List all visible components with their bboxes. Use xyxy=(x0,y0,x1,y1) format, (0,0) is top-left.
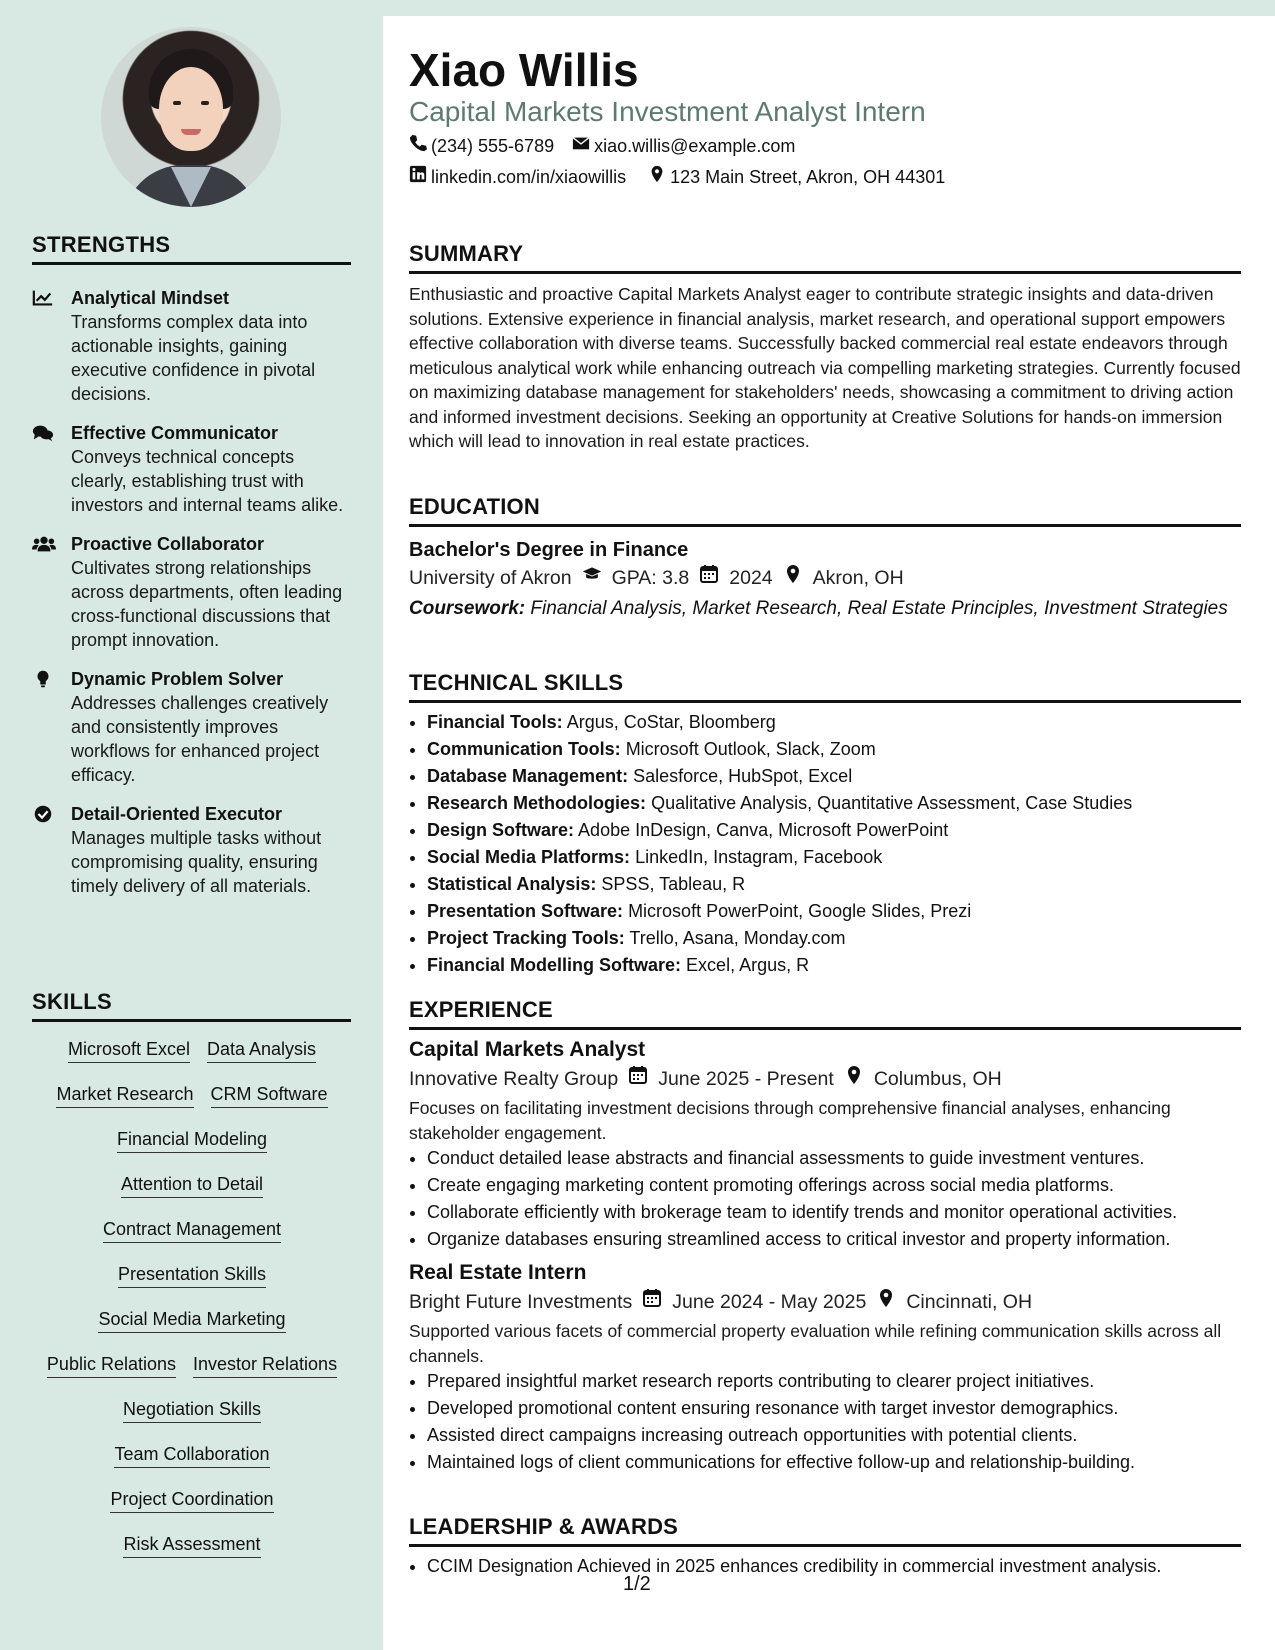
skill-tag: Investor Relations xyxy=(193,1352,337,1378)
chart-line-icon xyxy=(32,288,54,308)
list-item xyxy=(427,763,1241,790)
contact-row-1 xyxy=(409,134,795,158)
skill-label: Financial Modelling Software: xyxy=(427,955,682,975)
coursework-label: Coursework: xyxy=(409,598,526,619)
lightbulb-icon xyxy=(32,669,54,689)
linkedin-icon xyxy=(409,165,427,189)
page-number: 1/2 xyxy=(623,1573,651,1595)
strength-desc: Manages multiple tasks without compromising quality, ensuring timely delivery of all materials. xyxy=(71,828,322,896)
summary-section xyxy=(409,241,1241,454)
email-link[interactable]: xiao.willis@example.com xyxy=(594,136,796,156)
users-icon xyxy=(32,534,54,554)
skill-label: Database Management: xyxy=(427,766,629,786)
education-heading: EDUCATION xyxy=(409,494,1241,527)
job-summary: Focuses on facilitating investment decisions through comprehensive financial analyses, enhancing stakeholder engagement. xyxy=(409,1098,1171,1143)
skill-tag: Attention to Detail xyxy=(121,1172,263,1198)
leadership-section xyxy=(409,1514,1241,1580)
experience-section xyxy=(409,997,1241,1476)
strength-desc: Conveys technical concepts clearly, establishing trust with investors and internal teams alike. xyxy=(71,447,344,515)
skill-value: LinkedIn, Instagram, Facebook xyxy=(635,847,883,867)
company-name: Innovative Realty Group xyxy=(409,1068,619,1090)
skill-label: Research Methodologies: xyxy=(427,793,647,813)
skill-value: Salesforce, HubSpot, Excel xyxy=(633,766,853,786)
list-item: • CCIM Designation Achieved in 2025 enhances credibility in commercial investment analysis. xyxy=(427,1553,1241,1580)
job-location: Cincinnati, OH xyxy=(906,1291,1033,1313)
list-item xyxy=(427,925,1241,952)
job-location: Columbus, OH xyxy=(873,1068,1002,1090)
summary-text: Enthusiastic and proactive Capital Markets Analyst eager to contribute strategic insights and data-driven solutions. Extensive experience in financial analysis, market research, and operational support empowers effective collaboration with diverse teams. Successfully backed commercial real estate endeavors through meticulous analytical work while enhancing outreach via compelling marketing strategies. Currently focused on maximizing database management for stakeholders' needs, showcasing a commitment to driving action and informed investment decisions. Seeking an opportunity at Creative Solutions for hands-on immersion which will lead to innovation in real estate practices. xyxy=(409,284,1241,451)
skill-tag: Project Coordination xyxy=(110,1487,273,1513)
skill-value: Argus, CoStar, Bloomberg xyxy=(566,712,776,732)
skill-tag: Financial Modeling xyxy=(117,1127,267,1153)
list-item: • Assisted direct campaigns increasing outreach opportunities with potential clients. xyxy=(427,1422,1241,1449)
leadership-heading: LEADERSHIP & AWARDS xyxy=(409,1514,1241,1547)
skills-heading: SKILLS xyxy=(32,989,351,1022)
skill-tag: Team Collaboration xyxy=(114,1442,269,1468)
technical-skills-heading: TECHNICAL SKILLS xyxy=(409,670,1241,703)
candidate-title: Capital Markets Investment Analyst Intern xyxy=(409,96,926,127)
skill-value: Microsoft PowerPoint, Google Slides, Prezi xyxy=(628,901,972,921)
list-item xyxy=(427,817,1241,844)
job-summary: Supported various facets of commercial property evaluation while refining communication skills across all channels. xyxy=(409,1321,1222,1366)
skill-value: Microsoft Outlook, Slack, Zoom xyxy=(625,739,876,759)
skill-tag: Market Research xyxy=(56,1082,193,1108)
list-item xyxy=(427,898,1241,925)
degree-title: Bachelor's Degree in Finance xyxy=(409,539,689,561)
list-item: • Conduct detailed lease abstracts and financial assessments to guide investment ventures. xyxy=(427,1145,1241,1172)
skill-label: Communication Tools: xyxy=(427,739,621,759)
candidate-name: Xiao Willis xyxy=(409,44,639,96)
list-item xyxy=(427,871,1241,898)
address-text: 123 Main Street, Akron, OH 44301 xyxy=(670,167,946,187)
skill-label: Social Media Platforms: xyxy=(427,847,631,867)
skill-label: Financial Tools: xyxy=(427,712,563,732)
contact-row-2 xyxy=(409,165,945,189)
coursework-list: Financial Analysis, Market Research, Real Estate Principles, Investment Strategies xyxy=(530,598,1228,619)
skill-label: Presentation Software: xyxy=(427,901,624,921)
job-entry xyxy=(409,1259,1241,1476)
map-marker-icon xyxy=(844,1064,864,1094)
skill-tag: Microsoft Excel xyxy=(68,1037,190,1063)
strength-item xyxy=(32,667,352,787)
skill-label: Design Software: xyxy=(427,820,575,840)
skill-tag: Social Media Marketing xyxy=(98,1307,285,1333)
skills-list xyxy=(32,1037,352,1577)
leadership-list xyxy=(409,1553,1241,1580)
strength-item xyxy=(32,286,352,406)
job-dates: June 2024 - May 2025 xyxy=(672,1291,867,1313)
job-entry xyxy=(409,1036,1241,1253)
list-item xyxy=(427,952,1241,979)
list-item: • Prepared insightful market research reports contributing to clearer project initiatives. xyxy=(427,1368,1241,1395)
list-item: • Maintained logs of client communications for effective follow-up and relationship-building. xyxy=(427,1449,1241,1476)
envelope-icon xyxy=(572,134,590,158)
job-bullets xyxy=(409,1368,1241,1476)
list-item: • Create engaging marketing content promoting offerings across social media platforms. xyxy=(427,1172,1241,1199)
skill-tag: Public Relations xyxy=(47,1352,176,1378)
education-meta xyxy=(409,563,1241,593)
strength-title: Analytical Mindset xyxy=(71,288,230,308)
strength-desc: Transforms complex data into actionable insights, gaining executive confidence in pivotal decisions. xyxy=(71,312,316,404)
graduation-cap-icon xyxy=(582,563,602,593)
job-title: Capital Markets Analyst xyxy=(409,1038,646,1061)
technical-skills-section xyxy=(409,670,1241,979)
strength-title: Dynamic Problem Solver xyxy=(71,669,284,689)
list-item: • Organize databases ensuring streamlined access to critical investor and property information. xyxy=(427,1226,1241,1253)
strength-title: Detail-Oriented Executor xyxy=(71,804,283,824)
job-meta xyxy=(409,1064,1241,1094)
skill-value: Excel, Argus, R xyxy=(686,955,810,975)
coursework xyxy=(409,597,1241,621)
strengths-list xyxy=(32,286,352,913)
education-section xyxy=(409,494,1241,621)
list-item: • Developed promotional content ensuring resonance with target investor demographics. xyxy=(427,1395,1241,1422)
skill-tag: Negotiation Skills xyxy=(123,1397,261,1423)
strength-item xyxy=(32,802,352,898)
map-marker-icon xyxy=(783,563,803,593)
strength-desc: Cultivates strong relationships across departments, often leading cross-functional discussions that prompt innovation. xyxy=(71,558,343,650)
list-item xyxy=(427,736,1241,763)
skill-tag: Risk Assessment xyxy=(123,1532,260,1558)
phone-number[interactable]: (234) 555-6789 xyxy=(431,136,555,156)
skill-tag: Contract Management xyxy=(103,1217,281,1243)
strength-title: Proactive Collaborator xyxy=(71,534,265,554)
list-item xyxy=(427,709,1241,736)
map-marker-icon xyxy=(648,165,666,189)
skill-value: Adobe InDesign, Canva, Microsoft PowerPoint xyxy=(578,820,949,840)
list-item xyxy=(427,844,1241,871)
strength-item xyxy=(32,421,352,517)
strength-item xyxy=(32,532,352,652)
profile-photo xyxy=(101,27,281,207)
calendar-icon xyxy=(628,1064,648,1094)
strength-title: Effective Communicator xyxy=(71,423,279,443)
skill-value: Trello, Asana, Monday.com xyxy=(629,928,846,948)
list-item: • Collaborate efficiently with brokerage team to identify trends and monitor operational activities. xyxy=(427,1199,1241,1226)
skill-value: SPSS, Tableau, R xyxy=(601,874,746,894)
calendar-icon xyxy=(699,563,719,593)
technical-skills-list xyxy=(409,709,1241,979)
list-item xyxy=(427,790,1241,817)
school-location: Akron, OH xyxy=(812,567,904,589)
job-bullets xyxy=(409,1145,1241,1253)
strength-desc: Addresses challenges creatively and consistently improves workflows for enhanced project efficacy. xyxy=(71,693,329,785)
map-marker-icon xyxy=(876,1287,896,1317)
summary-heading: SUMMARY xyxy=(409,241,1241,274)
skill-label: Statistical Analysis: xyxy=(427,874,597,894)
skill-tag: CRM Software xyxy=(211,1082,328,1108)
skill-label: Project Tracking Tools: xyxy=(427,928,625,948)
skill-value: Qualitative Analysis, Quantitative Assessment, Case Studies xyxy=(651,793,1133,813)
company-name: Bright Future Investments xyxy=(409,1291,633,1313)
strengths-heading: STRENGTHS xyxy=(32,232,351,265)
job-meta xyxy=(409,1287,1241,1317)
job-dates: June 2025 - Present xyxy=(658,1068,834,1090)
check-circle-icon xyxy=(32,804,54,824)
school-name: University of Akron xyxy=(409,567,572,589)
linkedin-link[interactable]: linkedin.com/in/xiaowillis xyxy=(431,167,627,187)
gpa-text: GPA: 3.8 xyxy=(611,567,690,589)
graduation-year: 2024 xyxy=(729,567,773,589)
skill-tag: Presentation Skills xyxy=(118,1262,266,1288)
calendar-icon xyxy=(642,1287,662,1317)
job-title: Real Estate Intern xyxy=(409,1261,587,1284)
phone-icon xyxy=(409,134,427,158)
skill-tag: Data Analysis xyxy=(207,1037,316,1063)
comments-icon xyxy=(32,423,54,443)
experience-heading: EXPERIENCE xyxy=(409,997,1241,1030)
